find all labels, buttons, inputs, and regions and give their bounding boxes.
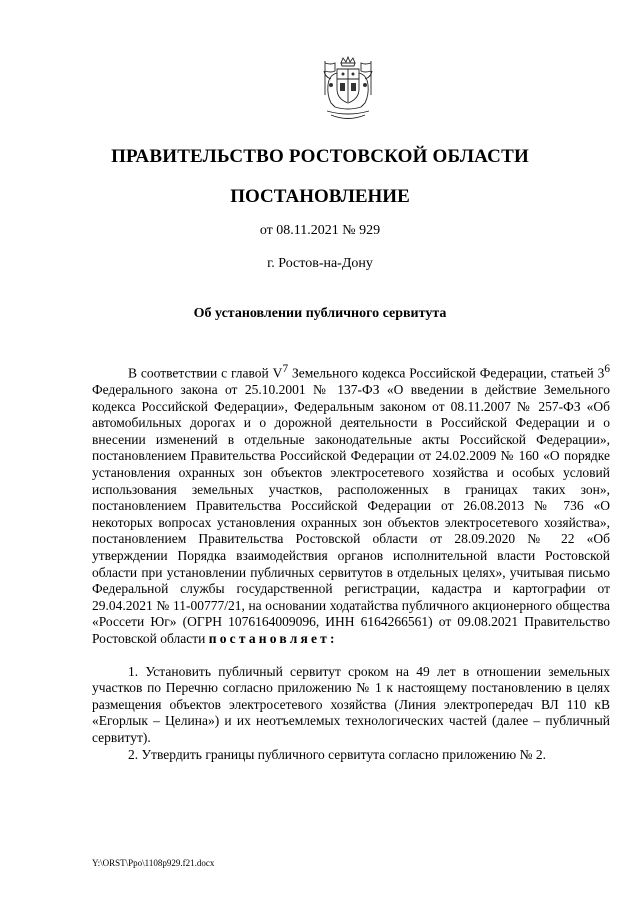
coat-of-arms-icon bbox=[319, 55, 377, 127]
government-title: ПРАВИТЕЛЬСТВО РОСТОВСКОЙ ОБЛАСТИ bbox=[111, 146, 529, 167]
item-1-paragraph: 1. Установить публичный сервитут сроком на 49 лет в отношении земельных участков по Перечню согласно приложению № 1 к настоящему постановлению в целях размещения объектов электросетевого хозяйства (Линия электропередач ВЛ 110 кВ «Егорлык – Целина») и их неотъемлемых технологических частей (далее – публичный сервитут). bbox=[92, 663, 610, 745]
document-city: г. Ростов-на-Дону bbox=[267, 256, 373, 271]
file-path-footer: Y:\ORST\Ppo\1108p929.f21.docx bbox=[92, 858, 215, 868]
preamble-text-2: Земельного кодекса Российской Федерации, статьей 3 bbox=[288, 365, 605, 381]
item-2-paragraph: 2. Утвердить границы публичного сервитута согласно приложению № 2. bbox=[128, 746, 546, 762]
resolves-word: постановляет: bbox=[208, 631, 338, 646]
article-superscript: 6 bbox=[604, 363, 610, 375]
document-date-number: от 08.11.2021 № 929 bbox=[259, 223, 381, 238]
chapter-superscript: 7 bbox=[282, 363, 289, 375]
preamble-paragraph bbox=[92, 361, 610, 648]
document-body bbox=[92, 361, 610, 763]
preamble-text-3: Федерального закона от 25.10.2001 № 137-ФЗ «О введении в действие Земельного кодекса Российской Федерации», Федеральным законом от 08.11.2007 № 257-ФЗ «Об автомобильных дорогах и о дорожной деятельности в Российской Федерации и о внесении изменений в отдельные законодательные акты Российской Федерации», постановлением Правительства Российской Федерации от 24.02.2009 № 160 «О порядке установления охранных зон объектов электросетевого хозяйства и особых условий использования земельных участков, расположенных в границах таких зон», постановлением Правительства Российской Федерации от 26.08.2013 № 736 «О некоторых вопросах установления охранных зон объектов электросетевого хозяйства», постановлением Правительства Ростовской области от 28.09.2020 № 22 «Об утверждении Порядка взаимодействия органов исполнительной власти Ростовской области при установлении публичных сервитутов в отдельных целях», учитывая письмо Федеральной службы государственной регистрации, кадастра и картографии от 29.04.2021 № 11-00777/21, на основании ходатайства публичного акционерного общества «Россети Юг» (ОГРН 1076164009096, ИНН 6164266561) от 09.08.2021 Правительство Ростовской области bbox=[92, 382, 610, 646]
preamble-text-1: В соответствии с главой V bbox=[128, 365, 283, 381]
document-type: ПОСТАНОВЛЕНИЕ bbox=[230, 186, 410, 207]
document-subject: Об установлении публичного сервитута bbox=[193, 306, 447, 321]
